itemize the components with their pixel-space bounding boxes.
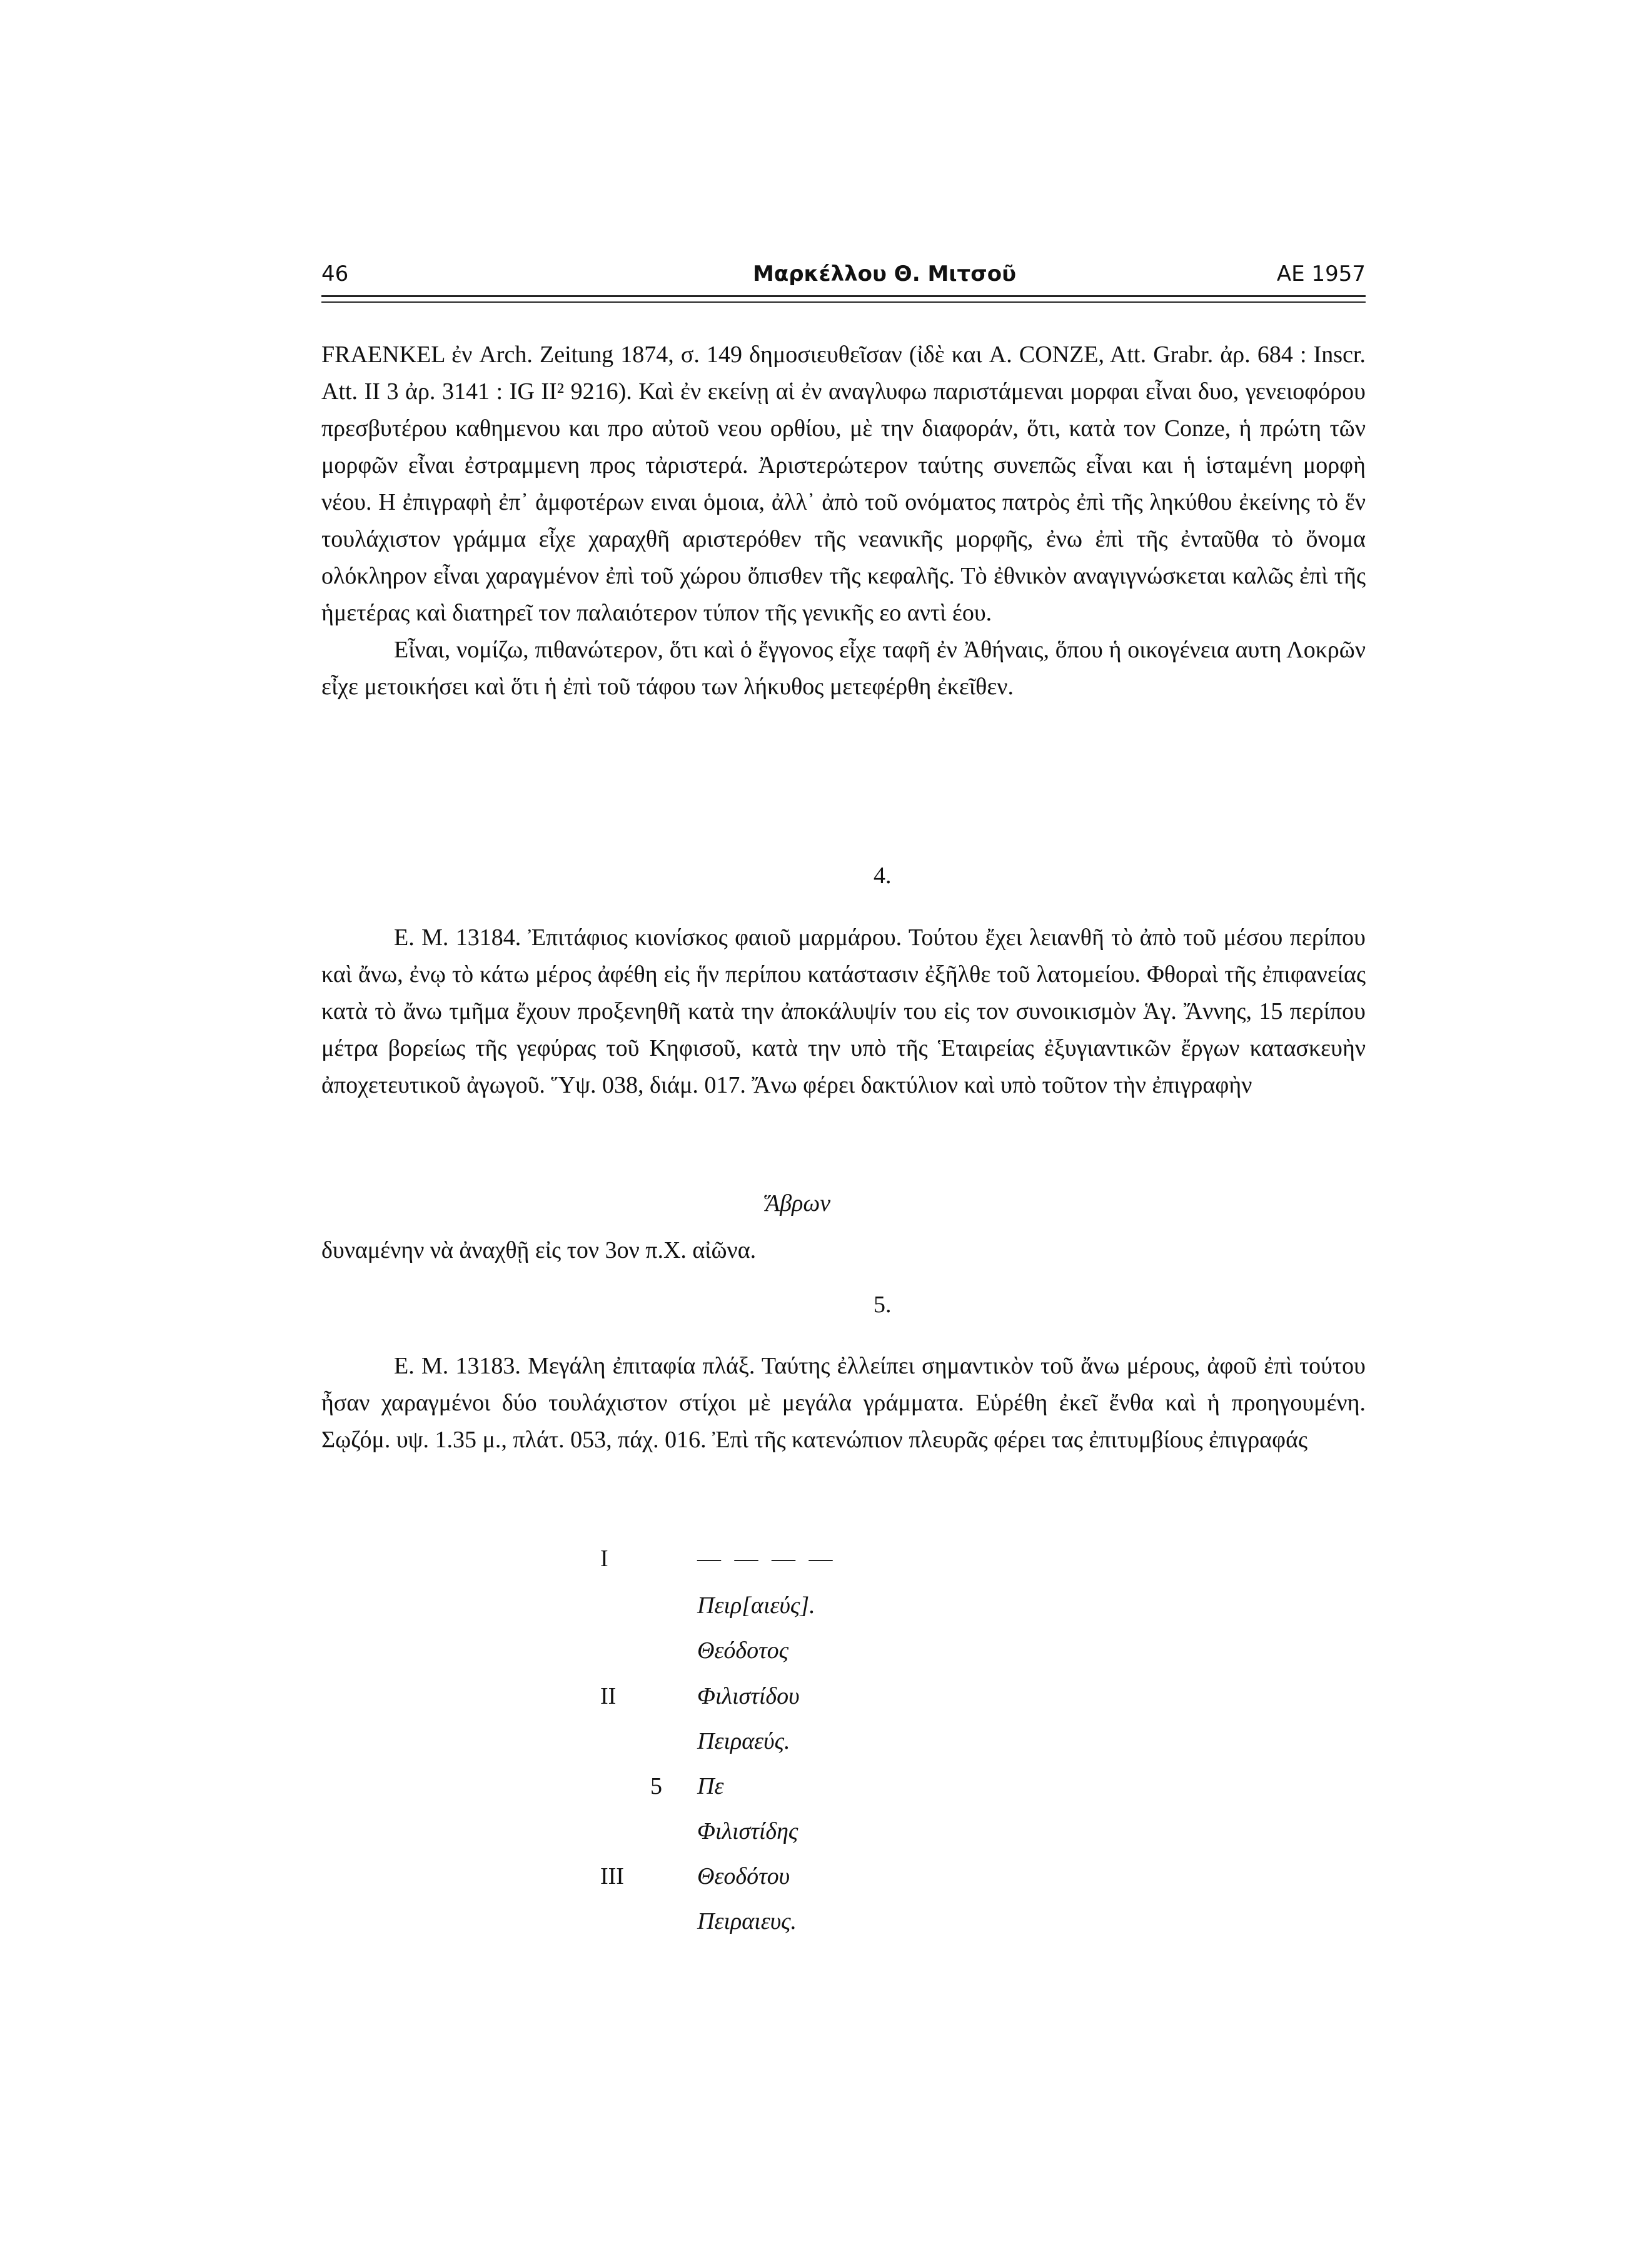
running-head	[321, 261, 1366, 293]
inscription-marker-III: III	[600, 1863, 624, 1889]
running-head-journal: ΑΕ 1957	[1276, 261, 1366, 286]
section-5-paragraph: E. M. 13183. Μεγάλη ἐπιταφία πλάξ. Ταύτης ἐλλείπει σημαντικὸν τοῦ ἄνω μέρους, ἀφοῦ ἐπὶ τούτου ἦσαν χαραγμένοι δύο τουλάχιστον στίχοι μὲ μεγάλα γράμματα. Εὑρέθη ἐκεῖ ἔνθα καὶ ἡ προηγουμένη. Σῳζόμ. υψ. 1.35 μ., πλάτ. 053, πάχ. 016. Ἐπὶ τῆς κατενώπιον πλευρᾶς φέρει τας ἐπιτυμβίους ἐπιγραφάς	[321, 1353, 1366, 1453]
running-head-author: Μαρκέλλου Θ. Μιτσοῦ	[753, 261, 1017, 286]
inscription-habron: Ἅβρων	[765, 1190, 831, 1217]
inscription-line: Πειραιευς.	[697, 1908, 797, 1935]
inscription-line: Πειρ[αιεύς].	[697, 1592, 815, 1619]
section-5-text	[321, 1348, 1366, 1459]
page-number: 46	[321, 261, 349, 286]
section-4-after-text: δυναμένην νὰ ἀναχθῇ εἰς τον 3ον π.Χ. αἰῶνα.	[321, 1237, 757, 1263]
inscription-line: Φιλιστίδου	[697, 1683, 800, 1709]
section-number-5: 5.	[874, 1292, 892, 1318]
inscription-line: Φιλιστίδης	[697, 1818, 798, 1844]
paragraph-1: FRAENKEL ἐν Arch. Zeitung 1874, σ. 149 δημοσιευθεῖσαν (ἰδὲ και A. CONZE, Att. Grabr. ἀρ. 684 : Inscr. Att. II 3 ἀρ. 3141 : IG II² 9216). Καὶ ἐν εκείνῃ αἱ ἐν αναγλυφω παριστάμεναι μορφαι εἶναι δυο, γενειοφόρου πρεσβυτέρου καθημενου και προ αὐτοῦ νεου ορθίου, μὲ την διαφοράν, ὅτι, κατὰ τον Conze, ἡ πρώτη τῶν μορφῶν εἶναι ἐστραμμενη προς τἀριστερά. Ἀριστερώτερον ταύτης συνεπῶς εἶναι και ἡ ἱσταμένη μορφὴ νέου. Η ἐπιγραφὴ ἐπ᾽ ἀμφοτέρων ειναι ὁμοια, ἀλλ᾽ ἀπὸ τοῦ ονόματος πατρὸς ἐπὶ τῆς ληκύθου ἐκείνης τὸ ἕν τουλάχιστον γράμμα εἶχε χαραχθῆ αριστερόθεν τῆς νεανικῆς μορφῆς, ἐνω ἐπὶ τῆς ἐνταῦθα τὸ ὄνομα ολόκληρον εἶναι χαραγμένον ἐπὶ τοῦ χώρου ὄπισθεν τῆς κεφαλῆς. Τὸ ἐθνικὸν αναγιγνώσκεται καλῶς ἐπὶ τῆς ἡμετέρας καὶ διατηρεῖ τον παλαιότερον τύπον τῆς γενικῆς εο αντὶ έου.	[321, 341, 1366, 626]
section-4-text	[321, 919, 1366, 1104]
header-rule	[321, 295, 1366, 297]
section-4-paragraph: E. M. 13184. Ἐπιτάφιος κιονίσκος φαιοῦ μαρμάρου. Τούτου ἔχει λειανθῆ τὸ ἀπὸ τοῦ μέσου περίπου καὶ ἄνω, ἐνῳ τὸ κάτω μέρος ἀφέθη εἰς ἥν περίπου κατάστασιν ἐξῆλθε τοῦ λατομείου. Φθοραὶ τῆς ἐπιφανείας κατὰ τὸ ἄνω τμῆμα ἔχουν προξενηθῆ κατὰ την ἀποκάλυψίν του εἰς τον συνοικισμὸν Ἁγ. Ἄννης, 15 περίπου μέτρα βορείως τῆς γεφύρας τοῦ Κηφισοῦ, κατὰ την υπὸ τῆς Ἑταιρείας ἐξυγιαντικῶν ἔργων κατασκευὴν ἀποχετευτικοῦ ἀγωγοῦ. Ὕψ. 038, διάμ. 017. Ἄνω φέρει δακτύλιον καὶ υπὸ τοῦτον τὴν ἐπιγραφὴν	[321, 924, 1366, 1098]
inscription-line: Πειραεύς.	[697, 1728, 790, 1754]
body-text	[321, 336, 1366, 706]
inscription-line: Θεόδοτος	[697, 1637, 789, 1664]
section-number-4: 4.	[874, 862, 892, 889]
inscription-line-lacuna: — — — —	[697, 1545, 837, 1572]
inscription-marker-II: II	[600, 1683, 617, 1709]
inscription-line-number: 5	[650, 1773, 662, 1799]
section-4-after	[321, 1232, 1366, 1269]
inscription-line: Πε	[697, 1773, 724, 1799]
paragraph-2: Εἶναι, νομίζω, πιθανώτερον, ὅτι καὶ ὁ ἔγγονος εἶχε ταφῆ ἐν Ἀθήναις, ὅπου ἡ οικογένεια αυτη Λοκρῶν εἶχε μετοικήσει καὶ ὅτι ἡ ἐπὶ τοῦ τάφου των λήκυθος μετεφέρθη ἐκεῖθεν.	[321, 637, 1366, 700]
header-rule-thin	[321, 301, 1366, 303]
inscription-line: Θεοδότου	[697, 1863, 790, 1889]
inscription-marker-I: I	[600, 1545, 608, 1572]
